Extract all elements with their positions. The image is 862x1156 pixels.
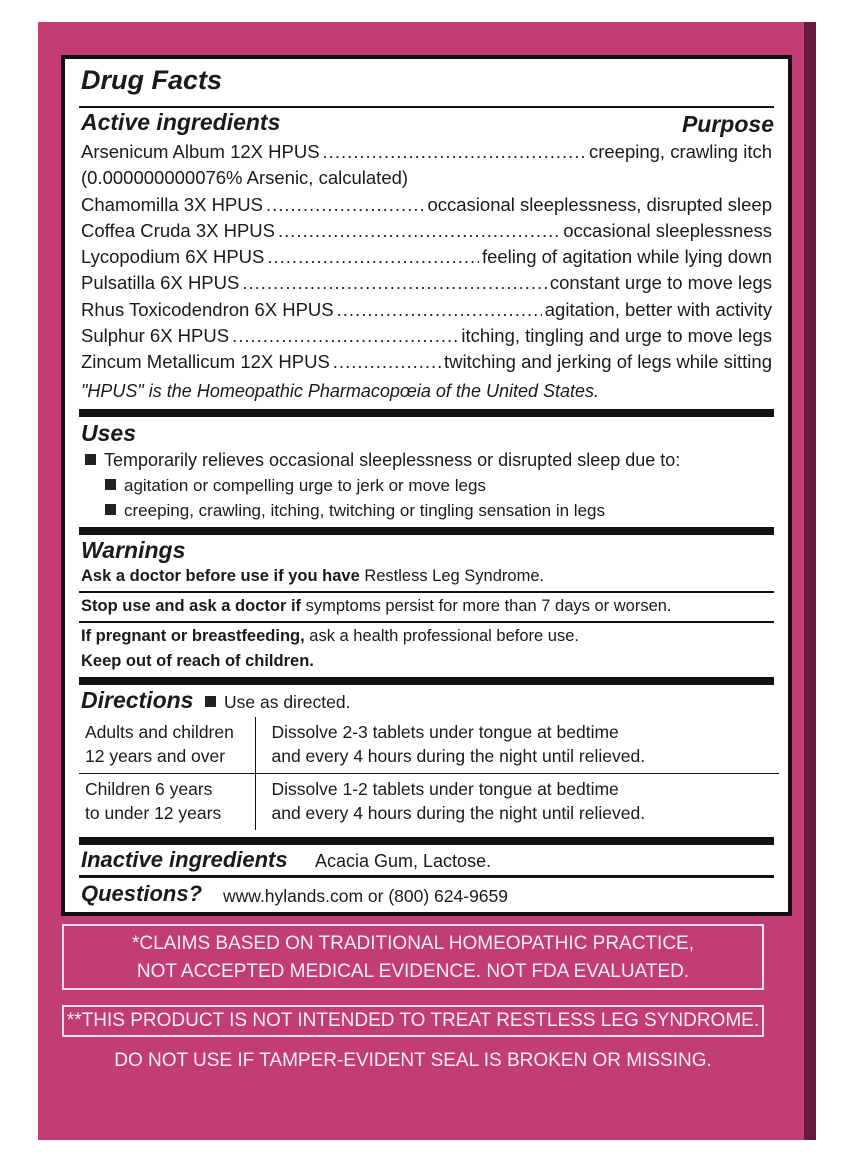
package-back-panel	[38, 22, 816, 1140]
bullet-square-icon	[205, 696, 216, 707]
ingredient-purpose: itching, tingling and urge to move legs	[461, 325, 772, 346]
directions-heading: Directions	[81, 687, 194, 713]
ingredient-name: Chamomilla 3X HPUS	[81, 194, 263, 215]
ingredient-name: Rhus Toxicodendron 6X HPUS	[81, 299, 334, 320]
leader-dots	[333, 351, 441, 373]
keep-out-of-reach: Keep out of reach of children.	[81, 652, 314, 670]
leader-dots	[232, 325, 458, 347]
leader-dots	[242, 272, 547, 294]
ingredient-row	[81, 220, 772, 246]
ingredient-name: Zincum Metallicum 12X HPUS	[81, 351, 330, 372]
inactive-ingredients-heading: Inactive ingredients	[81, 847, 288, 872]
ingredient-purpose: occasional sleeplessness, disrupted sleep	[427, 194, 772, 215]
ingredient-purpose: feeling of agitation while lying down	[481, 246, 772, 267]
ingredient-row	[81, 272, 772, 298]
questions-contact: www.hylands.com or (800) 624-9659	[223, 886, 509, 906]
drug-facts-title: Drug Facts	[81, 65, 223, 95]
age-line: to under 12 years	[85, 803, 222, 823]
ingredient-purpose: twitching and jerking of legs while sitting	[443, 351, 772, 372]
age-line: Adults and children	[85, 722, 234, 742]
ingredient-purpose: occasional sleeplessness	[563, 220, 772, 241]
not-intended-box	[62, 1005, 764, 1037]
bullet-square-icon	[85, 454, 96, 465]
age-line: Children 6 years	[85, 779, 213, 799]
divider	[79, 875, 774, 878]
dose-line: Dissolve 2-3 tablets under tongue at bedtime	[271, 722, 619, 742]
uses-heading: Uses	[81, 420, 136, 446]
stop-use-bold: Stop use and ask a doctor if	[81, 597, 302, 615]
ingredient-row	[81, 325, 772, 351]
divider	[79, 591, 774, 593]
ingredient-name: Pulsatilla 6X HPUS	[81, 272, 240, 293]
directions-table	[79, 717, 779, 830]
ingredient-row	[81, 194, 772, 220]
divider	[79, 106, 774, 108]
claims-line: *CLAIMS BASED ON TRADITIONAL HOMEOPATHIC PRACTICE,	[132, 933, 694, 954]
ingredient-row	[81, 351, 772, 377]
ingredient-note: (0.000000000076% Arsenic, calculated)	[81, 167, 409, 188]
age-cell	[79, 717, 255, 774]
pregnancy-warning	[81, 627, 579, 646]
stop-use-warning	[81, 597, 672, 616]
uses-main-text: Temporarily relieves occasional sleeplessness or disrupted sleep due to:	[104, 450, 681, 470]
uses-sub-item	[105, 501, 605, 521]
ingredient-name: Coffea Cruda 3X HPUS	[81, 220, 276, 241]
not-intended-text: **THIS PRODUCT IS NOT INTENDED TO TREAT RESTLESS LEG SYNDROME.	[66, 1010, 760, 1031]
leader-dots	[266, 194, 425, 216]
purpose-heading: Purpose	[681, 111, 774, 137]
divider	[79, 621, 774, 623]
section-divider	[79, 837, 774, 845]
uses-main	[85, 450, 680, 471]
ingredient-name: Lycopodium 6X HPUS	[81, 246, 265, 267]
ingredient-purpose: agitation, better with activity	[544, 299, 772, 320]
ask-doctor-bold: Ask a doctor before use if you have	[81, 567, 360, 585]
ingredient-name: Arsenicum Album 12X HPUS	[81, 141, 320, 162]
uses-sub-text: agitation or compelling urge to jerk or move legs	[124, 476, 486, 495]
claims-disclaimer-box	[62, 924, 764, 990]
leader-dots	[278, 220, 560, 242]
section-divider	[79, 409, 774, 417]
dose-cell	[255, 774, 779, 831]
leader-dots	[337, 299, 542, 321]
age-cell	[79, 774, 255, 831]
bullet-square-icon	[105, 479, 116, 490]
active-ingredients-heading: Active ingredients	[81, 109, 281, 135]
ingredient-row	[81, 299, 772, 325]
table-row	[79, 717, 779, 774]
inactive-ingredients-text: Acacia Gum, Lactose.	[315, 851, 492, 871]
questions-heading: Questions?	[81, 881, 203, 906]
directions-intro	[205, 692, 350, 713]
stop-use-text: symptoms persist for more than 7 days or worsen.	[301, 597, 672, 615]
directions-intro-text: Use as directed.	[224, 692, 351, 712]
dose-cell	[255, 717, 779, 774]
ingredient-row	[81, 141, 772, 167]
leader-dots	[323, 141, 586, 163]
dose-line: and every 4 hours during the night until relieved.	[271, 803, 646, 823]
drug-facts-panel	[61, 55, 792, 916]
pregnancy-text: ask a health professional before use.	[304, 627, 579, 645]
age-line: 12 years and over	[85, 746, 226, 766]
tamper-seal-warning: DO NOT USE IF TAMPER-EVIDENT SEAL IS BROKEN OR MISSING.	[114, 1050, 712, 1071]
package-edge	[804, 22, 816, 1140]
leader-dots	[267, 246, 479, 268]
section-divider	[79, 527, 774, 535]
pregnancy-bold: If pregnant or breastfeeding,	[81, 627, 305, 645]
ask-doctor-text: Restless Leg Syndrome.	[359, 567, 545, 585]
hpus-footnote: "HPUS" is the Homeopathic Pharmacopœia of the United States.	[81, 381, 600, 401]
directions-section	[65, 687, 788, 837]
section-divider	[79, 677, 774, 685]
claims-line: NOT ACCEPTED MEDICAL EVIDENCE. NOT FDA EVALUATED.	[136, 961, 690, 982]
bullet-square-icon	[105, 504, 116, 515]
ingredient-note-row	[81, 167, 772, 193]
ingredient-purpose: creeping, crawling itch	[588, 141, 772, 162]
uses-sub-item	[105, 476, 486, 496]
uses-sub-text: creeping, crawling, itching, twitching or tingling sensation in legs	[124, 501, 605, 520]
ingredient-purpose: constant urge to move legs	[549, 272, 772, 293]
dose-line: and every 4 hours during the night until relieved.	[271, 746, 646, 766]
warnings-heading: Warnings	[81, 537, 186, 563]
ask-doctor-warning	[81, 567, 544, 586]
ingredient-name: Sulphur 6X HPUS	[81, 325, 230, 346]
ingredient-row	[81, 246, 772, 272]
dose-line: Dissolve 1-2 tablets under tongue at bedtime	[271, 779, 619, 799]
table-row	[79, 774, 779, 831]
